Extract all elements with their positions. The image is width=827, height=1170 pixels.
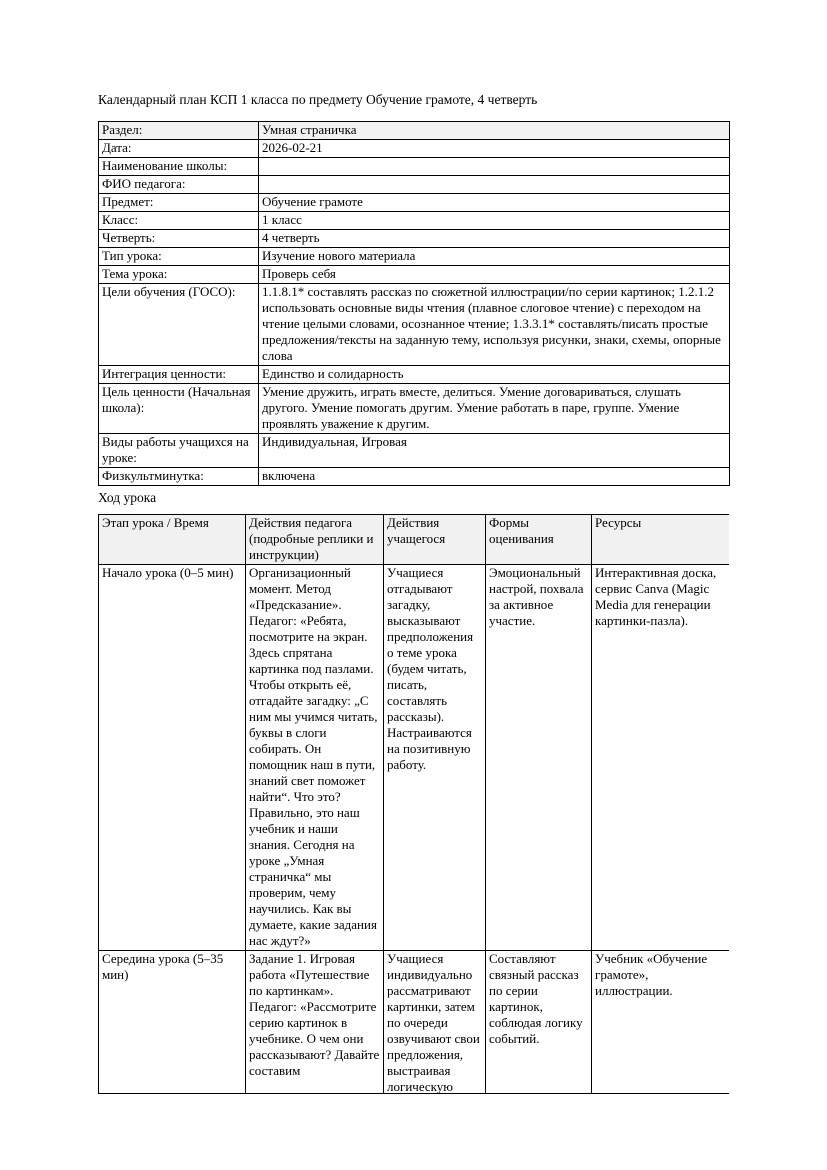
info-label: Класс: [99, 212, 259, 230]
cell-assessment: Составляют связный рассказ по серии картинок, соблюдая логику событий. [486, 951, 592, 1095]
info-value: Проверь себя [259, 266, 730, 284]
table-row [99, 194, 730, 212]
info-label: Тип урока: [99, 248, 259, 266]
table-row [99, 366, 730, 384]
column-header-student-actions: Действия учащегося [384, 515, 486, 565]
table-row [99, 248, 730, 266]
cell-stage: Начало урока (0–5 мин) [99, 565, 246, 951]
info-label: Четверть: [99, 230, 259, 248]
info-label: Тема урока: [99, 266, 259, 284]
info-value [259, 176, 730, 194]
info-value: включена [259, 468, 730, 486]
table-row [99, 434, 730, 468]
info-value: Индивидуальная, Игровая [259, 434, 730, 468]
lesson-plan-table [98, 514, 729, 1094]
info-value: 1 класс [259, 212, 730, 230]
info-value: 1.1.8.1* составлять рассказ по сюжетной иллюстрации/по серии картинок; 1.2.1.2 использовать основные виды чтения (плавное слоговое чтение) с переходом на чтение целыми словами, осознанное чтение; 1.3.3.1* составлять/писать простые предложения/тексты на заданную тему, используя рисунки, знаки, схемы, опорные слова [259, 284, 730, 366]
info-label: Интеграция ценности: [99, 366, 259, 384]
document-content [98, 92, 729, 1094]
table-row [99, 140, 730, 158]
info-value: 4 четверть [259, 230, 730, 248]
info-label: Виды работы учащихся на уроке: [99, 434, 259, 468]
column-header-assessment: Формы оценивания [486, 515, 592, 565]
info-label: Раздел: [99, 122, 259, 140]
table-row [99, 122, 730, 140]
column-header-resources: Ресурсы [592, 515, 730, 565]
lesson-info-table [98, 121, 730, 486]
table-row [99, 951, 730, 1095]
cell-teacher-actions: Задание 1. Игровая работа «Путешествие по картинкам». Педагог: «Рассмотрите серию картинок в учебнике. О чем они рассказывают? Давайте составим [246, 951, 384, 1095]
info-value: Умение дружить, играть вместе, делиться. Умение договариваться, слушать другого. Умение помогать другим. Умение работать в паре, группе. Умение проявлять уважение к другим. [259, 384, 730, 434]
table-row [99, 565, 730, 951]
cell-teacher-actions: Организационный момент. Метод «Предсказание». Педагог: «Ребята, посмотрите на экран. Здесь спрятана картинка под пазлами. Чтобы открыть её, отгадайте загадку: „С ним мы учимся читать, буквы в слоги собирать. Он помощник наш в пути, знаний свет поможет найти“. Что это? Правильно, это наш учебник и наши знания. Сегодня на уроке „Умная страничка“ мы проверим, чему научились. Как вы думаете, какие задания нас ждут?» [246, 565, 384, 951]
info-value: Умная страничка [259, 122, 730, 140]
cell-student-actions: Учащиеся индивидуально рассматривают картинки, затем по очереди озвучивают свои предложения, выстраивая логическую [384, 951, 486, 1095]
table-row [99, 468, 730, 486]
table-row [99, 230, 730, 248]
info-value: Изучение нового материала [259, 248, 730, 266]
page-title: Календарный план КСП 1 класса по предмету Обучение грамоте, 4 четверть [98, 92, 538, 107]
cell-resources: Интерактивная доска, сервис Canva (Magic Media для генерации картинки-пазла). [592, 565, 730, 951]
info-label: Дата: [99, 140, 259, 158]
table-row [99, 266, 730, 284]
table-row [99, 212, 730, 230]
info-label: Физкультминутка: [99, 468, 259, 486]
info-value: Единство и солидарность [259, 366, 730, 384]
cell-student-actions: Учащиеся отгадывают загадку, высказывают предположения о теме урока (будем читать, писать, составлять рассказы). Настраиваются на позитивную работу. [384, 565, 486, 951]
info-label: ФИО педагога: [99, 176, 259, 194]
info-label: Цели обучения (ГОСО): [99, 284, 259, 366]
info-label: Предмет: [99, 194, 259, 212]
info-value: Обучение грамоте [259, 194, 730, 212]
info-label: Наименование школы: [99, 158, 259, 176]
section-heading: Ход урока [98, 490, 157, 505]
cell-assessment: Эмоциональный настрой, похвала за активное участие. [486, 565, 592, 951]
table-row [99, 384, 730, 434]
column-header-stage: Этап урока / Время [99, 515, 246, 565]
lesson-table-page-clip [98, 514, 729, 1094]
cell-resources: Учебник «Обучение грамоте», иллюстрации. [592, 951, 730, 1095]
column-header-teacher-actions: Действия педагога (подробные реплики и инструкции) [246, 515, 384, 565]
info-label: Цель ценности (Начальная школа): [99, 384, 259, 434]
info-value: 2026-02-21 [259, 140, 730, 158]
info-value [259, 158, 730, 176]
cell-stage: Середина урока (5–35 мин) [99, 951, 246, 1095]
table-row [99, 176, 730, 194]
table-row [99, 158, 730, 176]
table-header-row [99, 515, 730, 565]
table-row [99, 284, 730, 366]
